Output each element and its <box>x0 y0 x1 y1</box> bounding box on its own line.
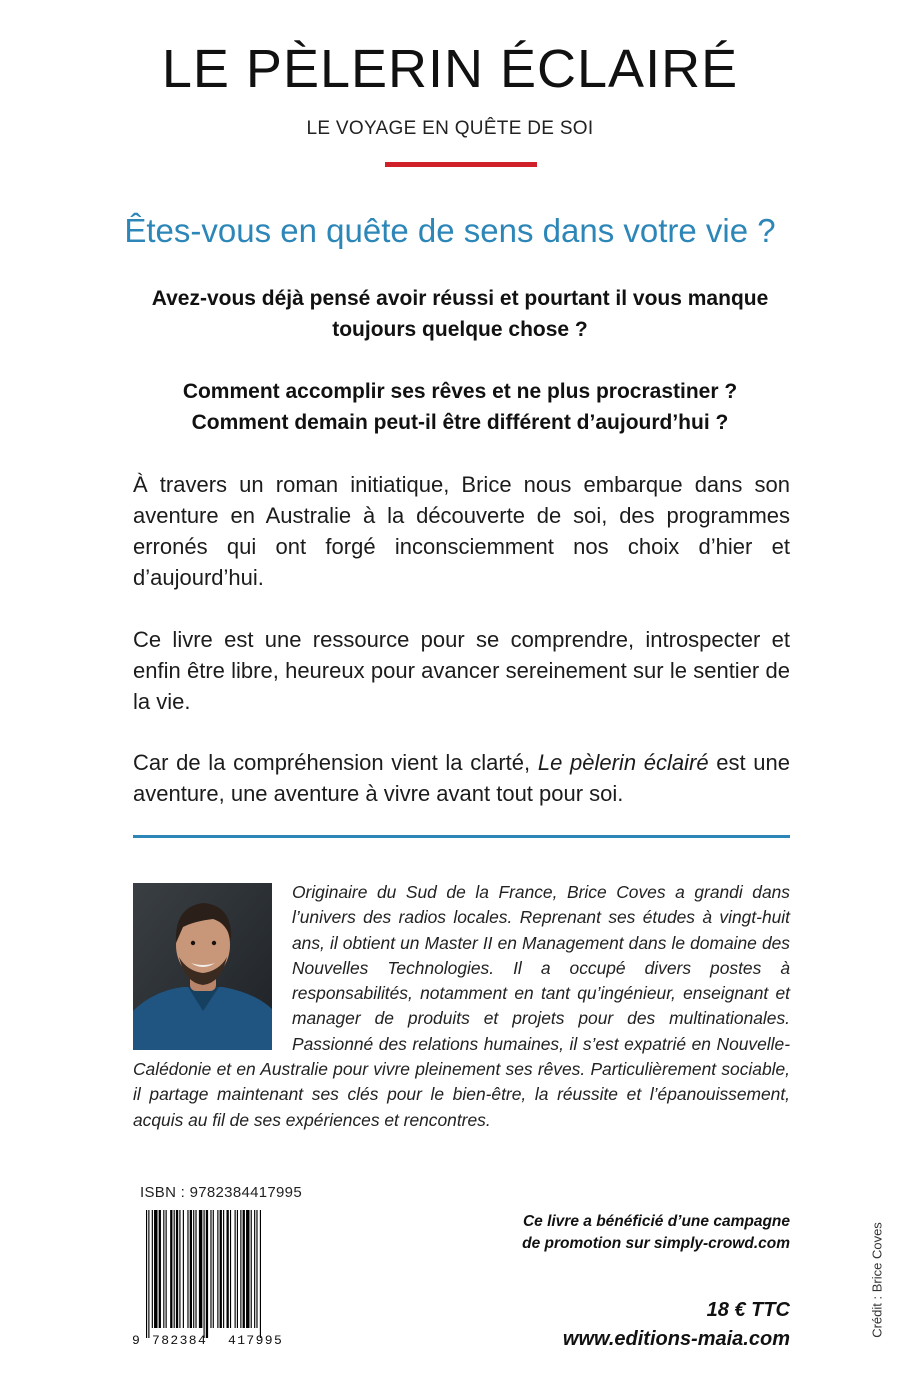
book-subtitle: LE VOYAGE EN QUÊTE DE SOI <box>306 118 594 139</box>
barcode-bar <box>199 1210 202 1328</box>
barcode-bar <box>227 1210 229 1328</box>
price: 18 € TTC <box>706 1299 790 1321</box>
barcode-bar <box>254 1210 255 1328</box>
barcode-bar <box>146 1210 147 1338</box>
barcode-bar <box>163 1210 164 1328</box>
paragraph-3 <box>133 747 790 809</box>
barcode-bar <box>230 1210 231 1328</box>
barcode-bar <box>235 1210 236 1328</box>
paragraph-3-start: Car de la compréhension vient la clarté, <box>133 750 538 775</box>
barcode-bar <box>193 1210 194 1328</box>
barcode-bar <box>159 1210 161 1328</box>
barcode-bar <box>206 1210 208 1338</box>
paragraph-1: À travers un roman initiatique, Brice nous embarque dans son aventure en Australie à la découverte de soi, des programmes erronés qui ont forgé inconsciemment nos choix d’hier et d’aujourd’hui. <box>133 472 790 590</box>
photo-credit: Crédit : Brice Coves <box>869 1222 885 1338</box>
barcode-bar <box>240 1210 241 1328</box>
barcode-digit-first: 9 <box>132 1333 140 1348</box>
red-divider <box>385 162 537 167</box>
author-photo <box>133 883 272 1050</box>
isbn-label: ISBN : 9782384417995 <box>140 1184 302 1201</box>
barcode-bar <box>204 1210 205 1338</box>
tagline: Êtes-vous en quête de sens dans votre vie ? <box>124 212 776 249</box>
barcode-bar <box>170 1210 172 1328</box>
barcode-bar <box>210 1210 211 1328</box>
book-title-inline: Le pèlerin éclairé <box>537 750 709 775</box>
barcode-bar <box>187 1210 188 1328</box>
promo-note <box>430 1211 790 1255</box>
paragraph-3-end: est une aventure, une aventure à vivre avant tout pour soi. <box>133 750 791 806</box>
promo-line-1: Ce livre a bénéficié d’une campagne <box>522 1213 790 1230</box>
question-3: Comment demain peut-il être différent d’aujourd’hui ? <box>191 411 729 434</box>
author-bio-text: Originaire du Sud de la France, Brice Coves a grandi dans l’univers des radios locales. Reprenant ses études à vingt-huit ans, il obtient un Master II en Management dans le domaine des Nouvelles Technologies. Il a occupé divers postes à responsabilités, notamment en tant qu’ingénieur, enseignant et manager de produits et projets pour des multinationales. Passionné des relations humaines, il s’est expatrié en Nouvelle-Calédonie et en Australie pour vivre pleinement ses rêves. Particulièrement sociable, il partage maintenant ses clés pour le bien-être, la réussite et l’épanouissement, acquis au fil de ses expériences et rencontres. <box>133 882 790 1130</box>
barcode-bar <box>176 1210 178 1328</box>
barcode-bar <box>220 1210 222 1328</box>
barcode-bar <box>251 1210 252 1328</box>
barcode-digits-right: 417995 <box>228 1333 284 1348</box>
publisher-website[interactable]: www.editions-maia.com <box>562 1328 790 1350</box>
barcode-bar <box>152 1210 153 1328</box>
barcode-bar <box>260 1210 261 1338</box>
book-title: LE PÈLERIN ÉCLAIRÉ <box>161 39 739 99</box>
paragraph-2: Ce livre est une ressource pour se comprendre, introspecter et enfin être libre, heureux pour avancer sereinement sur le sentier de la vie. <box>133 627 790 714</box>
barcode-bar <box>246 1210 249 1328</box>
barcode-bar <box>179 1210 180 1328</box>
barcode-bar <box>174 1210 175 1328</box>
barcode-bar <box>183 1210 184 1328</box>
barcode-bar <box>243 1210 245 1328</box>
barcode-bar <box>190 1210 192 1328</box>
barcode-bar <box>223 1210 224 1328</box>
question-2: Comment accomplir ses rêves et ne plus procrastiner ? <box>182 380 738 403</box>
question-1: Avez-vous déjà pensé avoir réussi et pourtant il vous manque toujours quelque chose ? <box>151 287 769 341</box>
barcode-bar <box>154 1210 157 1328</box>
barcode-bar <box>148 1210 149 1338</box>
barcode-bar <box>195 1210 196 1328</box>
barcode-digits-left: 782384 <box>152 1333 208 1348</box>
barcode-bar <box>166 1210 167 1328</box>
price-block <box>430 1296 790 1354</box>
barcode-bar <box>213 1210 214 1328</box>
barcode-bar <box>237 1210 238 1328</box>
blue-divider <box>133 835 790 838</box>
barcode-bar <box>256 1210 257 1328</box>
barcode-bar <box>217 1210 218 1328</box>
barcode <box>132 1210 310 1352</box>
author-bio <box>133 880 790 1133</box>
promo-line-2: de promotion sur simply-crowd.com <box>522 1235 790 1252</box>
